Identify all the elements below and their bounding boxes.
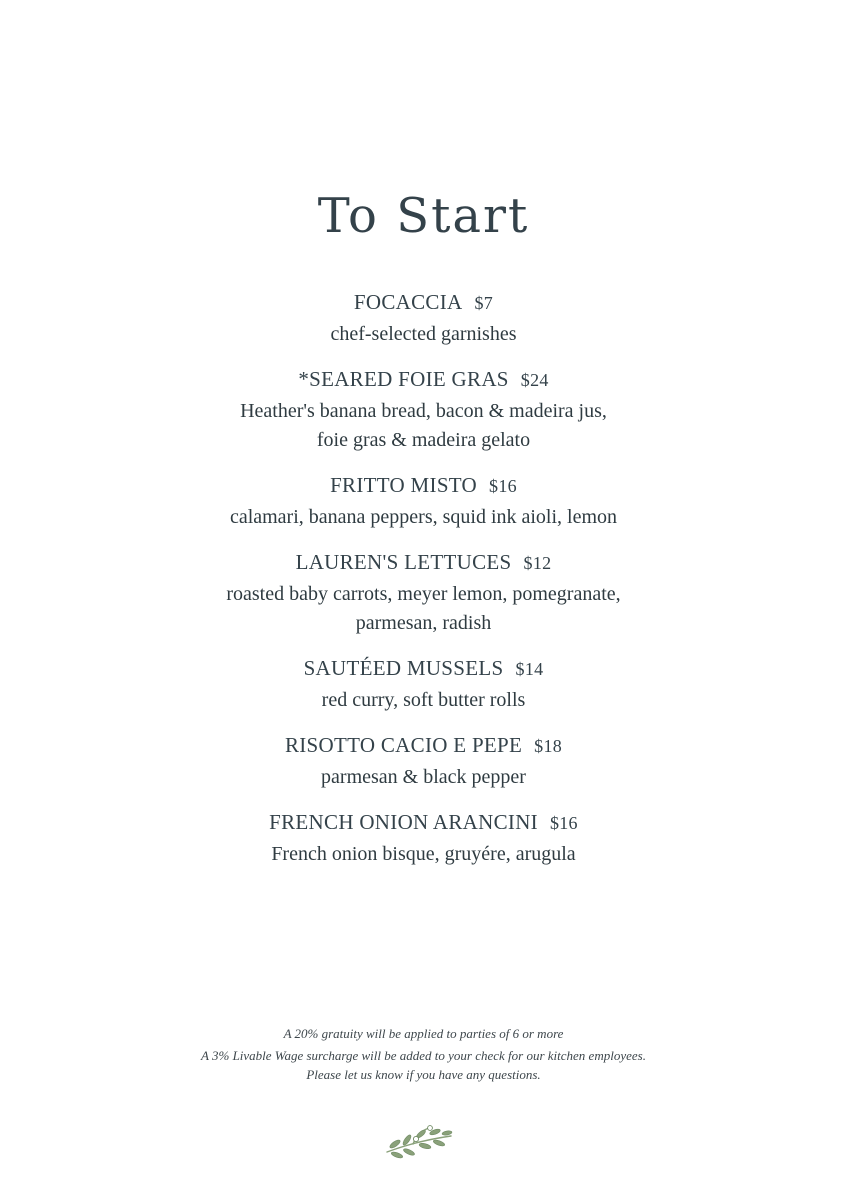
gratuity-note: A 20% gratuity will be applied to parties of 6 or more <box>283 1026 564 1041</box>
item-description: roasted baby carrots, meyer lemon, pomegranate, <box>226 583 621 605</box>
menu-list <box>0 285 847 882</box>
questions-note: Please let us know if you have any questions. <box>306 1067 541 1082</box>
menu-item-heading <box>0 285 847 320</box>
item-price: $12 <box>523 553 552 573</box>
item-price: $18 <box>534 736 563 756</box>
item-name: SAUTÉED MUSSELS <box>303 656 504 680</box>
item-name: RISOTTO CACIO E PEPE <box>284 733 523 757</box>
menu-footer <box>0 1024 847 1084</box>
item-name: FOCACCIA <box>353 290 463 314</box>
item-name: FRENCH ONION ARANCINI <box>269 810 538 834</box>
menu-item-heading <box>0 545 847 580</box>
menu-item-seared-foie-gras <box>0 362 847 455</box>
menu-item-focaccia <box>0 285 847 349</box>
menu-item-heading <box>0 468 847 503</box>
item-description: Heather's banana bread, bacon & madeira jus, <box>240 400 607 422</box>
item-description: French onion bisque, gruyére, arugula <box>271 843 576 865</box>
item-price: $7 <box>474 293 494 313</box>
page-title: To Start <box>317 188 530 244</box>
item-description: calamari, banana peppers, squid ink aioli, lemon <box>229 506 618 528</box>
item-price: $14 <box>515 659 544 679</box>
menu-item-french-onion-arancini <box>0 805 847 869</box>
item-name: FRITTO MISTO <box>330 473 478 497</box>
item-price: $16 <box>489 476 517 496</box>
item-name: LAUREN'S LETTUCES <box>295 550 512 574</box>
menu-item-risotto-cacio-e-pepe <box>0 728 847 792</box>
menu-item-sauteed-mussels <box>0 651 847 715</box>
menu-item-heading <box>0 728 847 763</box>
item-description: red curry, soft butter rolls <box>321 689 526 711</box>
menu-item-fritto-misto <box>0 468 847 532</box>
surcharge-note: A 3% Livable Wage surcharge will be added to your check for our kitchen employees. <box>201 1048 646 1063</box>
menu-item-heading <box>0 651 847 686</box>
item-price: $24 <box>520 370 549 390</box>
item-description: parmesan, radish <box>355 612 492 634</box>
item-price: $16 <box>549 813 578 833</box>
menu-item-laurens-lettuces <box>0 545 847 638</box>
item-description: foie gras & madeira gelato <box>316 429 531 451</box>
menu-item-heading <box>0 805 847 840</box>
menu-item-heading <box>0 362 847 397</box>
item-description: chef-selected garnishes <box>330 323 517 345</box>
item-description: parmesan & black pepper <box>321 766 526 788</box>
olive-sprig-icon <box>383 1122 455 1162</box>
item-name: *SEARED FOIE GRAS <box>298 367 509 391</box>
